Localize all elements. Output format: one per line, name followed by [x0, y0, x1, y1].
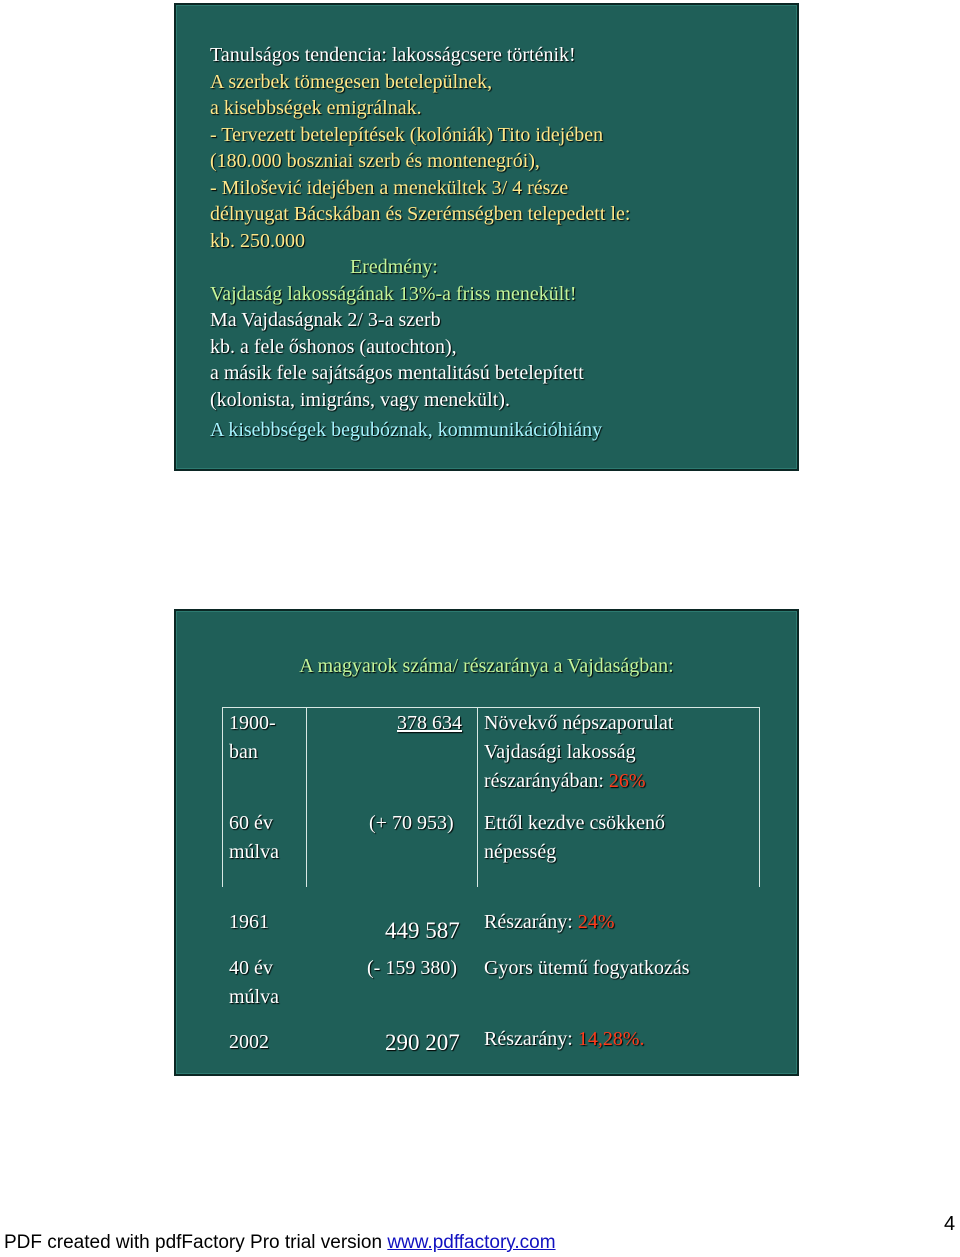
result-heading: Eredmény: — [350, 256, 438, 278]
period-cell: 1900- — [229, 712, 276, 734]
table-border-right — [759, 707, 760, 887]
value-cell: (+ 70 953) — [369, 812, 454, 834]
text-line: Tanulságos tendencia: lakosságcsere történik! — [210, 44, 576, 66]
text-line: (180.000 boszniai szerb és montenegrói), — [210, 150, 540, 172]
footer-text: PDF created with pdfFactory Pro trial version — [4, 1232, 388, 1253]
footer-link[interactable]: www.pdffactory.com — [387, 1232, 556, 1253]
description-cell — [484, 709, 673, 796]
description-cell: Gyors ütemű fogyatkozás — [484, 957, 690, 979]
text-line: - Tervezett betelepítések (kolóniák) Tito idejében — [210, 123, 604, 146]
value-cell: (- 159 380) — [367, 957, 457, 979]
share-label: Részarány: — [484, 911, 578, 933]
share-label: részarányában: — [484, 770, 609, 792]
text-line: (kolonista, imigráns, vagy menekült). — [210, 388, 510, 411]
period-cell: 2002 — [229, 1031, 269, 1053]
period-cell: múlva — [229, 986, 279, 1008]
text-line: délnyugat Bácskában és Szerémségben telepedett le: — [210, 203, 631, 225]
table-column-divider — [477, 707, 478, 887]
description-line: Ettől kezdve csökkenő — [484, 812, 666, 834]
slide-2-title: A magyarok száma/ részaránya a Vajdaságban: — [299, 655, 674, 677]
period-cell: 60 év — [229, 812, 273, 834]
description-cell — [484, 1025, 645, 1054]
description-line — [484, 767, 673, 796]
table-row — [229, 954, 279, 1012]
period-cell: ban — [229, 741, 258, 763]
text-line: kb. 250.000 — [210, 229, 305, 252]
description-line: népesség — [484, 841, 557, 863]
value-cell: 449 587 — [385, 918, 460, 943]
text-line: - Milošević idejében a menekültek 3/ 4 része — [210, 176, 569, 199]
text-line: a másik fele sajátságos mentalitású betelepített — [210, 362, 584, 384]
text-line: a kisebbségek emigrálnak. — [210, 97, 422, 119]
text-line: kb. a fele őshonos (autochton), — [210, 335, 457, 358]
period-cell: 40 év — [229, 957, 273, 979]
text-line: A szerbek tömegesen betelepülnek, — [210, 70, 493, 93]
table-row — [229, 709, 276, 767]
slide-1 — [174, 3, 799, 471]
table-border-left — [222, 707, 223, 887]
table-row — [229, 809, 279, 867]
share-value: 14,28%. — [577, 1028, 645, 1050]
slide-2 — [174, 609, 799, 1076]
value-cell: 378 634 — [397, 712, 462, 734]
period-cell: 1961 — [229, 911, 269, 933]
text-line: A kisebbségek begubóznak, kommunikációhiány — [210, 419, 603, 441]
text-line: Vajdaság lakosságának 13%-a friss menekült! — [210, 282, 577, 305]
share-value: 24% — [577, 911, 615, 933]
table-column-divider — [306, 707, 307, 887]
description-cell — [484, 809, 665, 867]
page-number: 4 — [944, 1213, 956, 1235]
value-cell: 290 207 — [385, 1030, 460, 1055]
description-line: Vajdasági lakosság — [484, 741, 636, 763]
pdf-footer — [4, 1232, 556, 1254]
share-label: Részarány: — [484, 1028, 578, 1050]
share-value: 26% — [608, 770, 646, 792]
description-cell — [484, 908, 615, 937]
period-cell: múlva — [229, 841, 279, 863]
slide-1-text — [210, 42, 630, 444]
text-line: Ma Vajdaságnak 2/ 3-a szerb — [210, 309, 441, 331]
description-line: Növekvő népszaporulat — [484, 712, 674, 734]
table-border-top — [222, 707, 760, 708]
